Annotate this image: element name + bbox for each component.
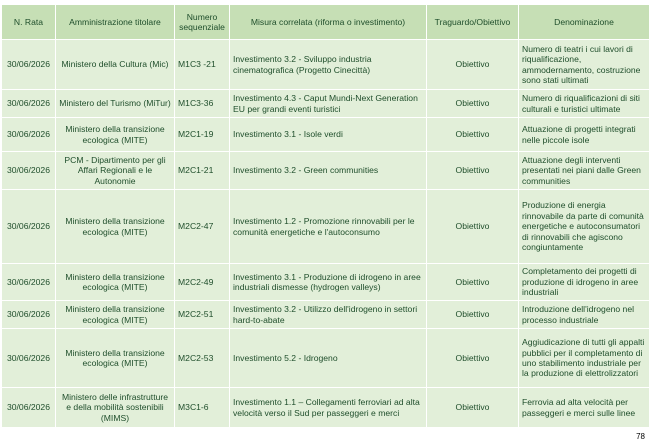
cell-traguardo: Obiettivo	[427, 329, 519, 388]
cell-numero: M2C2-49	[175, 264, 230, 301]
cell-amministrazione: Ministero della transizione ecologica (MITE)	[56, 301, 175, 329]
cell-traguardo: Obiettivo	[427, 40, 519, 90]
cell-misura: Investimento 3.1 - Isole verdi	[230, 118, 427, 152]
milestones-table	[1, 4, 650, 428]
table-row	[2, 90, 650, 118]
cell-amministrazione: Ministero della transizione ecologica (MITE)	[56, 118, 175, 152]
cell-amministrazione: PCM - Dipartimento per gli Affari Regionali e le Autonomie	[56, 152, 175, 190]
table-row	[2, 190, 650, 264]
cell-amministrazione: Ministero del Turismo (MiTur)	[56, 90, 175, 118]
cell-rata: 30/06/2026	[2, 118, 56, 152]
cell-rata: 30/06/2026	[2, 388, 56, 428]
cell-rata: 30/06/2026	[2, 90, 56, 118]
table-row	[2, 329, 650, 388]
header-traguardo: Traguardo/Obiettivo	[427, 5, 519, 40]
cell-denominazione: Attuazione di progetti integrati nelle piccole isole	[519, 118, 650, 152]
cell-traguardo: Obiettivo	[427, 388, 519, 428]
cell-amministrazione: Ministero delle infrastrutture e della mobilità sostenibili (MIMS)	[56, 388, 175, 428]
header-rata: N. Rata	[2, 5, 56, 40]
cell-amministrazione: Ministero della transizione ecologica (MITE)	[56, 264, 175, 301]
page-number: 78	[636, 432, 645, 441]
cell-denominazione: Numero di teatri i cui lavori di riqualificazione, ammodernamento, costruzione sono stati ultimati	[519, 40, 650, 90]
table-header-row	[2, 5, 650, 40]
cell-amministrazione: Ministero della Cultura (Mic)	[56, 40, 175, 90]
cell-misura: Investimento 3.2 - Utilizzo dell'idrogeno in settori hard-to-abate	[230, 301, 427, 329]
cell-denominazione: Ferrovia ad alta velocità per passeggeri e merci sulle linee	[519, 388, 650, 428]
table-row	[2, 264, 650, 301]
cell-numero: M2C2-51	[175, 301, 230, 329]
header-denominazione: Denominazione	[519, 5, 650, 40]
cell-misura: Investimento 1.1 – Collegamenti ferroviari ad alta velocità verso il Sud per passeggeri e merci	[230, 388, 427, 428]
cell-misura: Investimento 3.2 - Sviluppo industria cinematografica (Progetto Cinecittà)	[230, 40, 427, 90]
cell-rata: 30/06/2026	[2, 190, 56, 264]
cell-numero: M1C3-36	[175, 90, 230, 118]
cell-traguardo: Obiettivo	[427, 90, 519, 118]
cell-denominazione: Aggiudicazione di tutti gli appalti pubblici per il completamento di uno stabilimento industriale per la produzione di elettrolizzatori	[519, 329, 650, 388]
cell-traguardo: Obiettivo	[427, 118, 519, 152]
cell-misura: Investimento 5.2 - Idrogeno	[230, 329, 427, 388]
cell-misura: Investimento 3.1 - Produzione di idrogeno in aree industriali dismesse (hydrogen valleys)	[230, 264, 427, 301]
table-row	[2, 301, 650, 329]
cell-rata: 30/06/2026	[2, 301, 56, 329]
cell-amministrazione: Ministero della transizione ecologica (MITE)	[56, 190, 175, 264]
table-row	[2, 388, 650, 428]
cell-denominazione: Numero di riqualificazioni di siti culturali e turistici ultimate	[519, 90, 650, 118]
cell-numero: M2C1-21	[175, 152, 230, 190]
header-numero: Numero sequenziale	[175, 5, 230, 40]
cell-rata: 30/06/2026	[2, 152, 56, 190]
header-misura: Misura correlata (riforma o investimento)	[230, 5, 427, 40]
cell-amministrazione: Ministero della transizione ecologica (MITE)	[56, 329, 175, 388]
cell-denominazione: Attuazione degli interventi presentati nei piani dalle Green communities	[519, 152, 650, 190]
header-amministrazione: Amministrazione titolare	[56, 5, 175, 40]
cell-rata: 30/06/2026	[2, 329, 56, 388]
cell-traguardo: Obiettivo	[427, 301, 519, 329]
table-row	[2, 118, 650, 152]
cell-denominazione: Produzione di energia rinnovabile da parte di comunità energetiche e autoconsumatori di rinnovabili che agiscono congiuntamente	[519, 190, 650, 264]
cell-traguardo: Obiettivo	[427, 152, 519, 190]
cell-rata: 30/06/2026	[2, 40, 56, 90]
cell-denominazione: Introduzione dell'idrogeno nel processo industriale	[519, 301, 650, 329]
cell-traguardo: Obiettivo	[427, 264, 519, 301]
cell-misura: Investimento 4.3 - Caput Mundi-Next Generation EU per grandi eventi turistici	[230, 90, 427, 118]
table-row	[2, 40, 650, 90]
cell-traguardo: Obiettivo	[427, 190, 519, 264]
cell-rata: 30/06/2026	[2, 264, 56, 301]
cell-denominazione: Completamento dei progetti di produzione di idrogeno in aree industriali	[519, 264, 650, 301]
cell-misura: Investimento 3.2 - Green communities	[230, 152, 427, 190]
cell-numero: M3C1-6	[175, 388, 230, 428]
cell-numero: M2C2-47	[175, 190, 230, 264]
cell-numero: M2C1-19	[175, 118, 230, 152]
cell-misura: Investimento 1.2 - Promozione rinnovabili per le comunità energetiche e l'autoconsumo	[230, 190, 427, 264]
table-row	[2, 152, 650, 190]
cell-numero: M1C3 -21	[175, 40, 230, 90]
cell-numero: M2C2-53	[175, 329, 230, 388]
